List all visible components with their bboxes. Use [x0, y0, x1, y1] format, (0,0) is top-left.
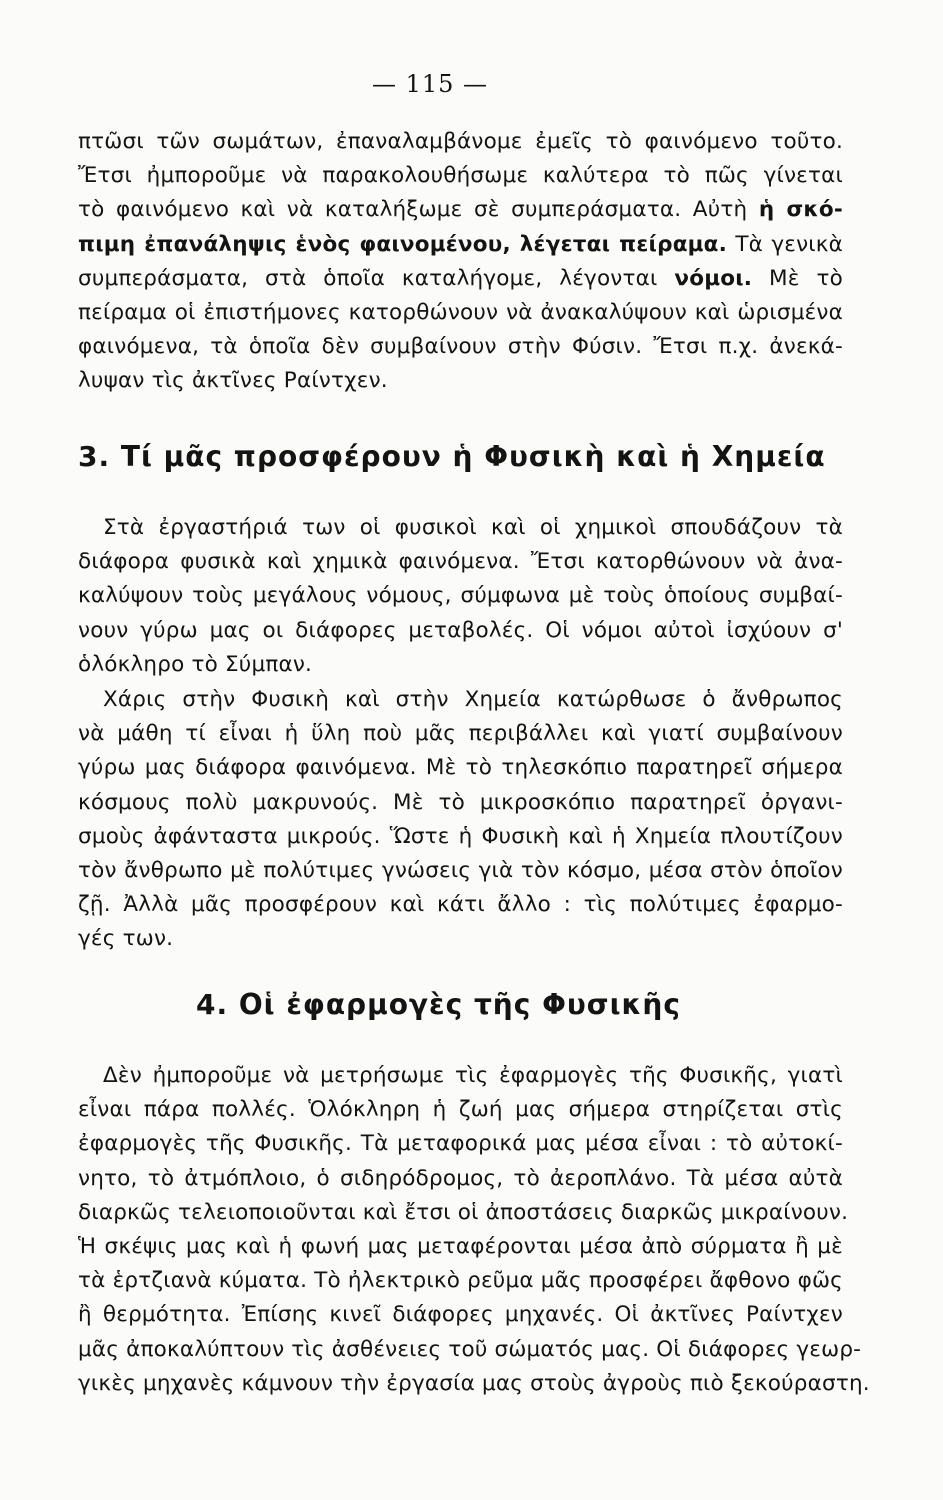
text-line: γικὲς μηχανὲς κάμνουν τὴν ἐργασία μας στοὺς ἀγροὺς πιὸ ξεκούραστη. [78, 1370, 870, 1396]
text-line [78, 193, 843, 227]
text-line: Χάρις στὴν Φυσικὴ καὶ στὴν Χημεία κατώρθωσε ὁ ἄνθρωπος [103, 687, 843, 712]
text-line [78, 228, 843, 262]
text-line: Στὰ ἐργαστήριά των οἱ φυσικοὶ καὶ οἱ χημικοὶ σπουδάζουν τὰ [103, 515, 843, 540]
page-number: — 115 — [371, 70, 489, 98]
text-line [78, 364, 843, 398]
text-line: ζῇ. Ἀλλὰ μᾶς προσφέρουν καὶ κάτι ἄλλο : τὶς πολύτιμες ἐφαρμο- [78, 892, 843, 918]
section-4-paragraph [78, 1059, 870, 1401]
text-line: εἶναι πάρα πολλές. Ὁλόκληρη ἡ ζωή μας σήμερα στηρίζεται στὶς [78, 1097, 843, 1123]
text-run: Ἔτσι ἠμποροῦμε νὰ παρακολουθήσωμε καλύτερα τὸ πῶς γίνεται [78, 163, 843, 189]
text-line: τὸν ἄνθρωπο μὲ πολύτιμες γνώσεις γιὰ τὸν κόσμο, μέσα στὸν ὁποῖον [78, 857, 843, 883]
text-line [78, 159, 843, 193]
text-line: γές των. [78, 926, 174, 952]
text-line: μᾶς ἀποκαλύπτουν τὶς ἀσθένειες τοῦ σώματός μας. Οἱ διάφορες γεωρ- [78, 1336, 862, 1362]
text-line: Δὲν ἠμποροῦμε νὰ μετρήσωμε τὶς ἐφαρμογὲς τῆς Φυσικῆς, γιατὶ [103, 1063, 843, 1088]
bold-term: νόμοι. [674, 265, 753, 291]
text-line: νητο, τὸ ἀτμόπλοιο, ὁ σιδηρόδρομος, τὸ ἀεροπλάνο. Τὰ μέσα αὐτὰ [78, 1165, 843, 1191]
bold-term: ἡ σκό- [758, 197, 843, 223]
text-line [78, 330, 843, 364]
text-line: Ἡ σκέψις μας καὶ ἡ φωνή μας μεταφέρονται μέσα ἀπὸ σύρματα ἢ μὲ [78, 1233, 843, 1259]
section-3-heading: 3. Τί μᾶς προσφέρουν ἡ Φυσικὴ καὶ ἡ Χημεία [78, 440, 826, 473]
text-run: Τὰ γενικὰ [727, 231, 843, 257]
text-line: καλύψουν τοὺς μεγάλους νόμους, σύμφωνα μὲ τοὺς ὁποίους συμβαί- [78, 583, 843, 609]
text-run: Μὲ τὸ [752, 265, 843, 291]
text-run: λυψαν τὶς ἀκτῖνες Ραίντχεν. [78, 368, 388, 394]
text-run: συμπεράσματα, στὰ ὁποῖα καταλήγομε, λέγονται [78, 265, 675, 291]
intro-paragraph [78, 125, 843, 399]
text-run: φαινόμενα, τὰ ὁποῖα δὲν συμβαίνουν στὴν Φύσιν. Ἔτσι π.χ. ἀνεκά- [78, 334, 843, 360]
text-line: διαρκῶς τελειοποιοῦνται καὶ ἔτσι οἱ ἀποστάσεις διαρκῶς μικραίνουν. [78, 1199, 849, 1225]
text-run: πτῶσι τῶν σωμάτων, ἐπαναλαμβάνομε ἐμεῖς τὸ φαινόμενο τοῦτο. [78, 129, 843, 154]
section-3-paragraph-1 [78, 511, 843, 682]
text-line: γύρω μας διάφορα φαινόμενα. Μὲ τὸ τηλεσκόπιο παρατηρεῖ σήμερα [78, 755, 843, 781]
text-line: ἐφαρμογὲς τῆς Φυσικῆς. Τὰ μεταφορικά μας μέσα εἶναι : τὸ αὐτοκί- [78, 1131, 843, 1157]
bold-term: πιμη ἐπανάληψις ἑνὸς φαινομένου, λέγεται πείραμα. [78, 231, 728, 257]
text-line: κόσμους πολὺ μακρυνούς. Μὲ τὸ μικροσκόπιο παρατηρεῖ ὀργανι- [78, 789, 843, 815]
text-line [78, 125, 843, 159]
section-4-heading: 4. Οἱ ἐφαρμογὲς τῆς Φυσικῆς [196, 988, 681, 1021]
section-3-paragraph-2 [78, 683, 843, 957]
text-run: τὸ φαινόμενο καὶ νὰ καταλήξωμε σὲ συμπεράσματα. Αὐτὴ [78, 197, 759, 223]
text-line: σμοὺς ἀφάνταστα μικρούς. Ὥστε ἡ Φυσικὴ καὶ ἡ Χημεία πλουτίζουν [78, 823, 843, 849]
text-line: ἢ θερμότητα. Ἐπίσης κινεῖ διάφορες μηχανές. Οἱ ἀκτῖνες Ραίντχεν [78, 1302, 843, 1328]
text-line [78, 262, 843, 296]
text-run: πείραμα οἱ ἐπιστήμονες κατορθώνουν νὰ ἀνακαλύψουν καὶ ὡρισμένα [78, 299, 843, 325]
text-line [78, 296, 843, 330]
text-line: νουν γύρω μας οι διάφορες μεταβολές. Οἱ νόμοι αὐτοὶ ἰσχύουν σ' [78, 617, 843, 643]
text-line: νὰ μάθη τί εἶναι ἡ ὕλη ποὺ μᾶς περιβάλλει καὶ γιατί συμβαίνουν [78, 721, 843, 747]
text-line: διάφορα φυσικὰ καὶ χημικὰ φαινόμενα. Ἔτσι κατορθώνουν νὰ ἀνα- [78, 549, 843, 575]
text-line: τὰ ἑρτζιανὰ κύματα. Τὸ ἠλεκτρικὸ ρεῦμα μᾶς προσφέρει ἄφθονο φῶς [78, 1268, 843, 1294]
text-line: ὁλόκληρο τὸ Σύμπαν. [78, 651, 313, 677]
